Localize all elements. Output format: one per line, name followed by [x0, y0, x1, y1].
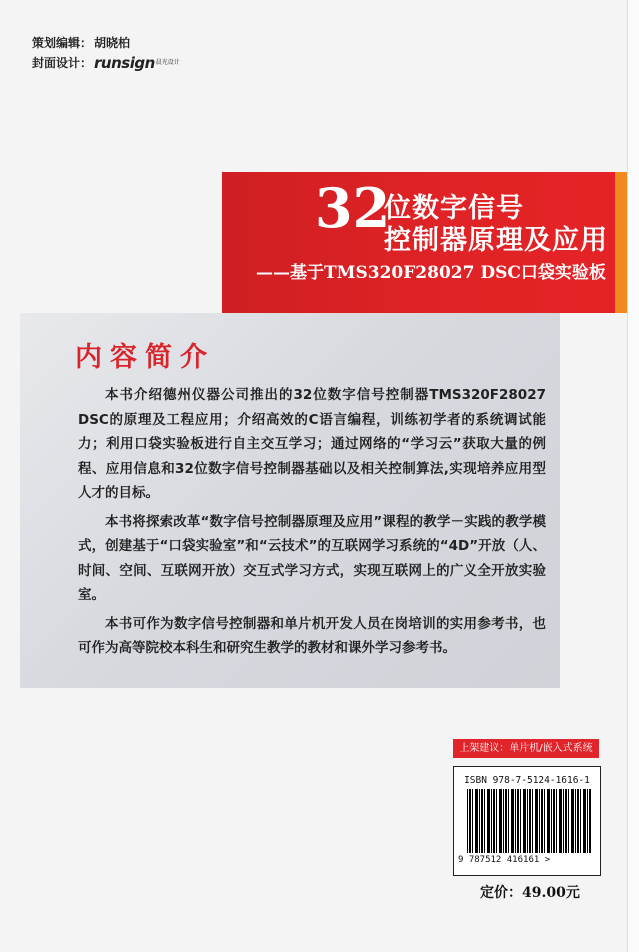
editor-label: 策划编辑：: [32, 36, 93, 50]
isbn-barcode-block: [453, 766, 601, 876]
designer-label: 封面设计：: [32, 56, 93, 70]
summary-heading: 内容简介: [75, 342, 215, 373]
summary-body: [78, 383, 546, 665]
summary-paragraph: 本书可作为数字信号控制器和单片机开发人员在岗培训的实用参考书，也可作为高等院校本科生和研究生教学的教材和课外学习参考书。: [78, 615, 546, 656]
barcode-digits: 9 787512 416161 >: [458, 855, 551, 865]
barcode-image: [467, 789, 592, 853]
editor-name: 胡晓柏: [94, 36, 131, 50]
title-subtitle: ——基于TMS320F28027 DSC口袋实验板: [256, 263, 606, 283]
shelf-suggestion-label: 上架建议：单片机/嵌入式系统: [453, 739, 599, 758]
title-line-1: 位数字信号: [384, 193, 524, 224]
price-label: 定价：49.00元: [480, 885, 580, 901]
isbn-number: ISBN 978-7-5124-1616-1: [464, 775, 590, 786]
title-banner: [222, 172, 615, 313]
title-line-2: 控制器原理及应用: [384, 225, 608, 256]
banner-accent-stripe: [615, 172, 627, 313]
designer-logo: runsign: [94, 54, 155, 72]
designer-logo-sub: 晨光设计: [155, 59, 180, 66]
cover-edge: [627, 0, 639, 952]
summary-paragraph: 本书介绍德州仪器公司推出的32位数字信号控制器TMS320F28027 DSC的原理及工程应用；介绍高效的C语言编程，训练初学者的系统调试能力；利用口袋实验板进行自主交互学习；通过网络的“学习云”获取大量的例程、应用信息和32位数字信号控制器基础以及相关控制算法,实现培养应用型人才的目标。: [78, 387, 546, 501]
designer-credit: [32, 53, 180, 73]
editor-credit: [32, 33, 180, 53]
credits: [32, 33, 180, 73]
title-number: 32: [315, 176, 391, 240]
summary-panel: [20, 313, 560, 688]
summary-paragraph: 本书将探索改革“数字信号控制器原理及应用”课程的教学－实践的教学模式，创建基于“口袋实验室”和“云技术”的互联网学习系统的“4D”开放（人、时间、空间、互联网开放）交互式学习方式，实现互联网上的广义全开放实验室。: [78, 513, 546, 603]
